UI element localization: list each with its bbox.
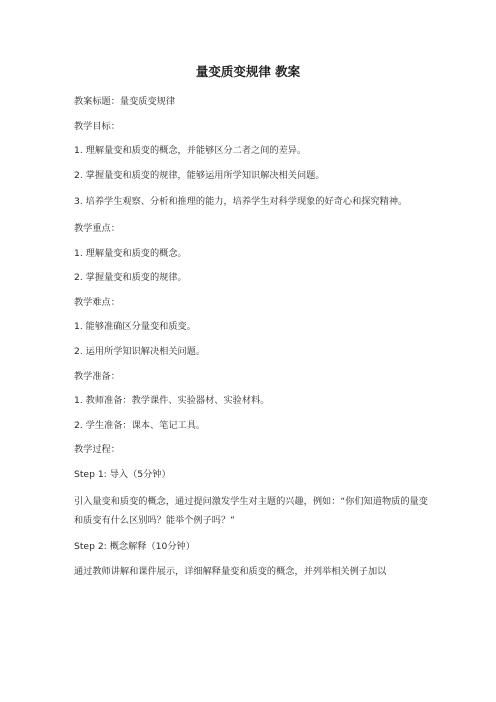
objective-item-1: 1. 理解量变和质变的概念，并能够区分二者之间的差异。 xyxy=(74,145,307,157)
objectives-heading: 教学目标： xyxy=(74,120,120,132)
document-body xyxy=(74,94,430,579)
difficulty-item-1: 1. 能够准确区分量变和质变。 xyxy=(74,321,196,333)
key-point-item-1: 1. 理解量变和质变的概念。 xyxy=(74,247,187,259)
document-title: 量变质变规律 教案 xyxy=(195,64,301,79)
difficulties-heading: 教学难点： xyxy=(74,296,120,308)
difficulty-item-2: 2. 运用所学知识解决相关问题。 xyxy=(74,345,206,357)
preparation-item-1: 1. 教师准备：教学课件、实验器材、实验材料。 xyxy=(74,395,270,407)
objective-item-3: 3. 培养学生观察、分析和推理的能力，培养学生对科学现象的好奇心和探究精神。 xyxy=(74,196,408,208)
step-1-heading: Step 1: 导入（5分钟） xyxy=(74,468,171,480)
preparation-heading: 教学准备： xyxy=(74,370,120,382)
key-point-item-2: 2. 掌握量变和质变的规律。 xyxy=(74,272,187,284)
key-points-heading: 教学重点： xyxy=(74,222,120,234)
objective-item-2: 2. 掌握量变和质变的规律，能够运用所学知识解决相关问题。 xyxy=(74,169,325,181)
step-1-text: 引入量变和质变的概念，通过提问激发学生对主题的兴趣，例如：“你们知道物质的量变和质变有什么区别吗？能举个例子吗？” xyxy=(74,495,428,526)
lesson-title-line: 教案标题：量变质变规律 xyxy=(74,96,176,107)
step-2-text: 通过教师讲解和课件展示，详细解释量变和质变的概念，并列举相关例子加以 xyxy=(74,565,387,577)
preparation-item-2: 2. 学生准备：课本、笔记工具。 xyxy=(74,419,206,431)
process-heading: 教学过程： xyxy=(74,444,120,456)
step-2-heading: Step 2: 概念解释（10分钟） xyxy=(74,541,195,553)
